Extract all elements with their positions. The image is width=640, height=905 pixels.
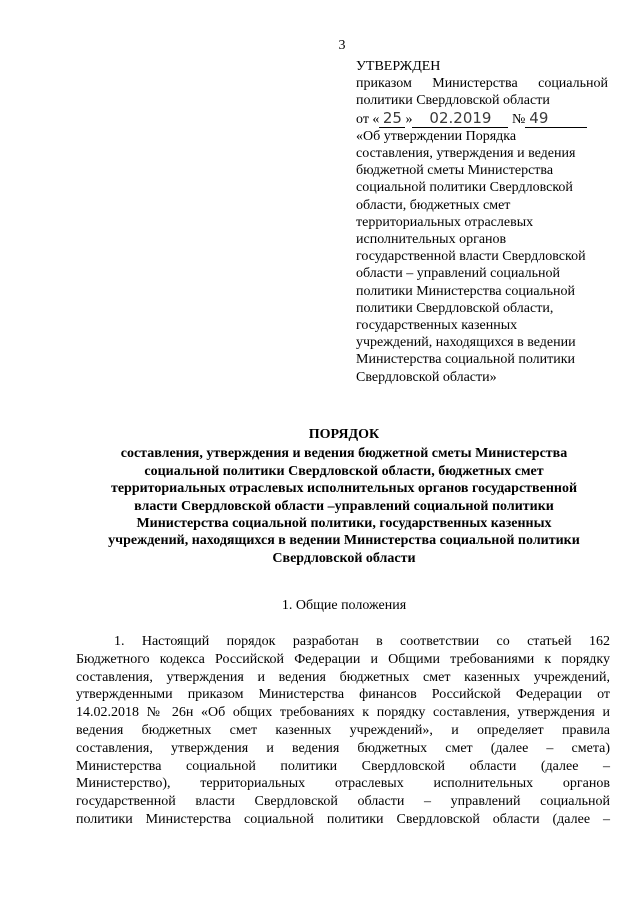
document-title xyxy=(84,426,604,567)
approval-title-line: Министерства социальной политики xyxy=(356,352,576,368)
number-sign: № xyxy=(511,111,526,127)
paragraph-line: составления, утверждения и ведения бюджетных смет (далее – смета) xyxy=(76,740,610,756)
paragraph-line: государственной власти Свердловской области – управлений социальной xyxy=(76,794,610,810)
section-heading: 1. Общие положения xyxy=(281,598,407,613)
approval-title-line: учреждений, находящихся в ведении xyxy=(356,335,576,351)
paragraph-line: политики Министерства социальной политики Свердловской области (далее – xyxy=(76,811,610,827)
approval-title-line: составления, утверждения и ведения xyxy=(356,146,576,162)
approval-title-line: территориальных отраслевых xyxy=(356,214,534,230)
document-title-line: социальной политики Свердловской области, бюджетных смет xyxy=(144,463,544,479)
approval-date-line xyxy=(356,110,608,128)
paragraph-line: 14.02.2018 № 26н «Об общих требованиях к порядку составления, утверждения и xyxy=(76,705,610,721)
approval-title-line: государственных казенных xyxy=(356,318,518,334)
approval-block xyxy=(356,58,608,386)
paragraph-line: ведения бюджетных смет казенных учреждений», и определяет правила xyxy=(76,722,610,738)
paragraph-line: утвержденными приказом Министерства финансов Российской Федерации от xyxy=(76,687,610,703)
date-mid: » xyxy=(405,111,413,127)
document-title-line: власти Свердловской области –управлений социальной политики xyxy=(134,498,554,514)
approval-title-line: политики Свердловской области, xyxy=(356,300,554,316)
paragraph-line: 1. Настоящий порядок разработан в соответствии со статьей 162 xyxy=(114,634,610,649)
date-month-year-handwritten: 02.2019 xyxy=(412,110,508,128)
date-day-handwritten: 25 xyxy=(379,110,405,128)
approval-title-line: государственной власти Свердловской xyxy=(356,249,586,265)
approval-title-line: «Об утверждении Порядка xyxy=(356,128,517,144)
approval-stamp: УТВЕРЖДЕН xyxy=(356,59,441,74)
approval-line: политики Свердловской области xyxy=(356,93,550,109)
approval-line: приказом Министерства социальной xyxy=(356,76,608,92)
document-title-line: территориальных отраслевых исполнительных органов государственной xyxy=(110,481,578,497)
order-number-handwritten: 49 xyxy=(525,110,587,128)
approval-title-line: исполнительных органов xyxy=(356,232,507,248)
document-title-line: Свердловской области xyxy=(272,550,416,566)
paragraph-line: Министерство), территориальных отраслевых исполнительных органов xyxy=(76,776,610,792)
document-title-line: учреждений, находящихся в ведении Министерства социальной политики xyxy=(108,533,580,549)
document-title-line: Министерства социальной политики, государственных казенных xyxy=(136,516,552,532)
approval-title-line: области, бюджетных смет xyxy=(356,197,511,213)
approval-title-line: Свердловской области» xyxy=(356,369,497,385)
approval-title-line: бюджетной сметы Министерства xyxy=(356,163,554,179)
document-title-line: составления, утверждения и ведения бюджетной сметы Министерства xyxy=(120,446,568,462)
date-prefix: от « xyxy=(356,111,380,127)
page-number: 3 xyxy=(338,38,346,53)
paragraph-line: Бюджетного кодекса Российской Федерации и Общими требованиями к порядку xyxy=(76,651,610,667)
body-paragraph xyxy=(76,633,610,829)
approval-title-line: политики Министерства социальной xyxy=(356,283,576,299)
document-heading: ПОРЯДОК xyxy=(308,427,380,442)
approval-title-line: области – управлений социальной xyxy=(356,266,560,282)
paragraph-line: Министерства социальной политики Свердловской области (далее – xyxy=(76,758,610,774)
paragraph-line: составления, утверждения и ведения бюджетных смет казенных учреждений, xyxy=(76,669,610,685)
approval-title-line: социальной политики Свердловской xyxy=(356,180,573,196)
